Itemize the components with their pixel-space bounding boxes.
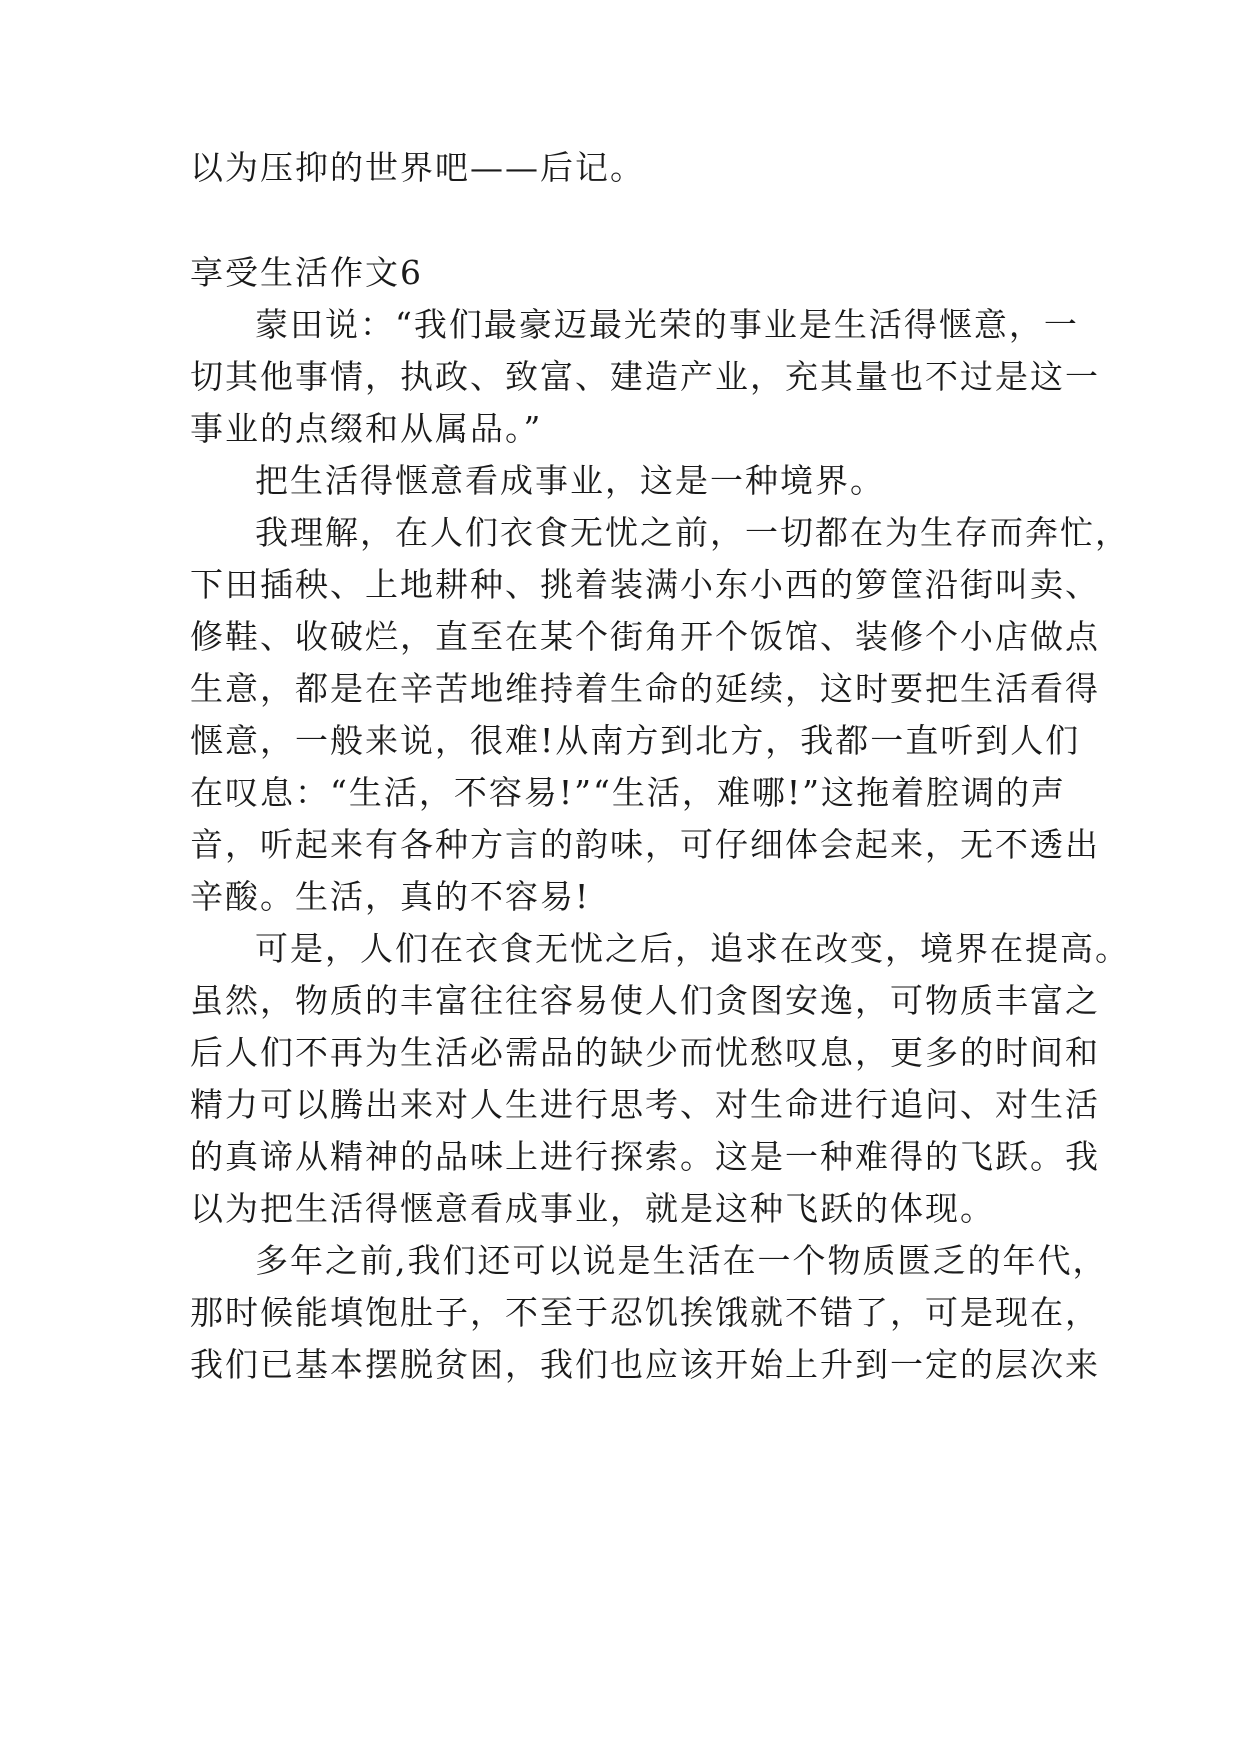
text-line: 虽然，物质的丰富往往容易使人们贪图安逸，可物质丰富之 [190,981,1100,1020]
section-heading: 享受生活作文6 [190,253,423,292]
text-line: 的真谛从精神的品味上进行探索。这是一种难得的飞跃。我 [190,1137,1100,1176]
text-line: 多年之前,我们还可以说是生活在一个物质匮乏的年代， [255,1241,1108,1280]
text-line: 可是，人们在衣食无忧之后，追求在改变，境界在提高。 [255,929,1130,968]
text-line: 我们已基本摆脱贫困，我们也应该开始上升到一定的层次来 [190,1345,1100,1384]
text-line: 事业的点缀和从属品。” [190,409,543,448]
text-line: 下田插秧、上地耕种、挑着装满小东小西的箩筐沿街叫卖、 [190,565,1100,604]
text-line: 生意，都是在辛苦地维持着生命的延续，这时要把生活看得 [190,669,1100,708]
text-line: 在叹息：“生活，不容易!”“生活，难哪!”这拖着腔调的声 [190,773,1067,812]
text-line: 精力可以腾出来对人生进行思考、对生命进行追问、对生活 [190,1085,1100,1124]
text-line: 音，听起来有各种方言的韵味，可仔细体会起来，无不透出 [190,825,1100,864]
text-line: 我理解，在人们衣食无忧之前，一切都在为生存而奔忙， [255,513,1130,552]
text-line: 以为压抑的世界吧——后记。 [190,148,645,187]
text-line: 后人们不再为生活必需品的缺少而忧愁叹息，更多的时间和 [190,1033,1100,1072]
text-line: 修鞋、收破烂，直至在某个街角开个饭馆、装修个小店做点 [190,617,1100,656]
text-line: 那时候能填饱肚子，不至于忍饥挨饿就不错了，可是现在， [190,1293,1100,1332]
text-line: 切其他事情，执政、致富、建造产业，充其量也不过是这一 [190,357,1100,396]
text-line: 蒙田说：“我们最豪迈最光荣的事业是生活得惬意，一 [255,305,1079,344]
text-line: 把生活得惬意看成事业，这是一种境界。 [255,461,885,500]
text-line: 辛酸。生活，真的不容易! [190,877,591,916]
text-line: 以为把生活得惬意看成事业，就是这种飞跃的体现。 [190,1189,995,1228]
text-line: 惬意，一般来说，很难!从南方到北方，我都一直听到人们 [190,721,1081,760]
